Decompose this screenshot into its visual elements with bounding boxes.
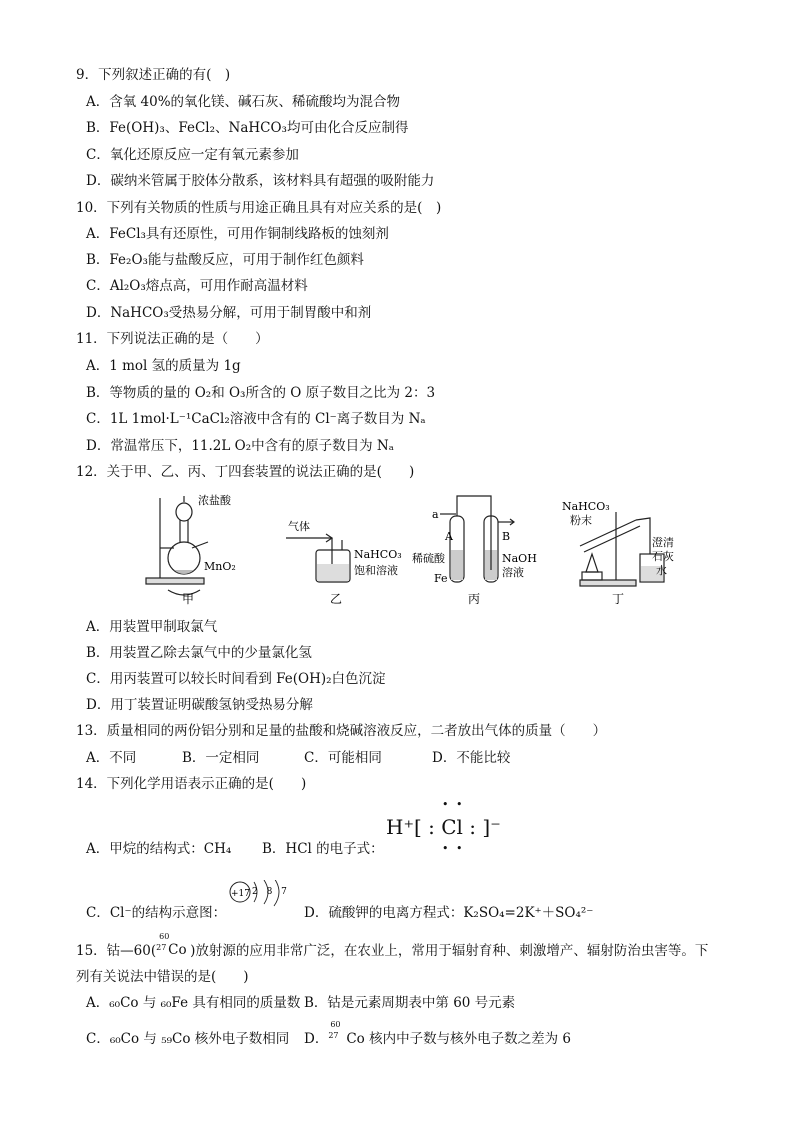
- co60-symbol: Co: [168, 942, 187, 958]
- label-limewater-1: 澄清: [652, 536, 674, 549]
- q13-option-d: D．不能比较: [432, 750, 511, 766]
- q12-option-a: A．用装置甲制取氯气: [86, 619, 218, 635]
- co60-d-mass: 60: [330, 1020, 341, 1029]
- q10-option-d: D．NaHCO₃受热易分解，可用于制胃酸中和剂: [86, 305, 372, 321]
- q15-option-c: C．₆₀Co 与 ₅₉Co 核外电子数相同: [86, 1031, 290, 1047]
- co60-nuclide: [156, 932, 190, 960]
- q9-option-b: B．Fe(OH)₃、FeCl₂、NaHCO₃均可由化合反应制得: [86, 120, 409, 136]
- co60-d-atomic: 27: [328, 1031, 339, 1040]
- q15-option-a: A．₆₀Co 与 ₆₀Fe 具有相同的质量数: [86, 995, 301, 1011]
- apparatus-jia: [146, 496, 208, 595]
- label-nahco3-powder-1: NaHCO₃: [562, 500, 610, 513]
- q15-option-b: B．钴是元素周期表中第 60 号元素: [304, 995, 516, 1011]
- label-naoh-2: 溶液: [502, 566, 524, 579]
- q11-option-a: A．1 mol 氢的质量为 1g: [86, 358, 241, 374]
- co60-mass-number: 60: [159, 932, 170, 941]
- q9-option-a: A．含氧 40%的氧化镁、碱石灰、稀硫酸均为混合物: [86, 94, 401, 110]
- q15-option-d-prefix: D．: [304, 1031, 329, 1047]
- q15-option-d: [304, 1020, 571, 1048]
- q9-option-d: D．碳纳米管属于胶体分散系，该材料具有超强的吸附能力: [86, 173, 435, 189]
- hcl-dots-top: • •: [442, 798, 465, 811]
- label-tube-a: A: [445, 530, 453, 543]
- q14-option-b: B．HCl 的电子式：: [262, 841, 384, 857]
- apparatus-yi: [286, 534, 350, 582]
- label-tube-b: B: [502, 530, 511, 543]
- apparatus-figure: [140, 490, 680, 610]
- cl-ion-structure-diagram: [226, 880, 292, 920]
- q14-option-d: D．硫酸钾的电离方程式：K₂SO₄=2K⁺＋SO₄²⁻: [304, 905, 594, 921]
- co60-atomic-number: 27: [156, 943, 167, 952]
- q9-option-c: C．氧化还原反应一定有氧元素参加: [86, 147, 299, 163]
- label-conc-hcl: 浓盐酸: [198, 494, 231, 507]
- label-limewater-3: 水: [656, 564, 667, 577]
- q15-stem-line1: [76, 932, 709, 960]
- label-bing: 丙: [468, 592, 481, 606]
- cl-shell-numbers: 2 8 7: [252, 887, 290, 897]
- q12-option-c: C．用丙装置可以较长时间看到 Fe(OH)₂白色沉淀: [86, 671, 386, 687]
- label-limewater-2: 石灰: [652, 550, 674, 563]
- label-a-mark: a: [432, 508, 439, 521]
- cl-nucleus-label: +17: [231, 889, 250, 899]
- label-jia: 甲: [182, 592, 195, 606]
- q10-option-c: C．Al₂O₃熔点高，可用作耐高温材料: [86, 278, 308, 294]
- q15-stem-line2: 列有关说法中错误的是( ): [76, 969, 249, 985]
- label-gas: 气体: [288, 520, 310, 533]
- q10-option-a: A．FeCl₃具有还原性，可用作铜制线路板的蚀刻剂: [86, 226, 389, 242]
- q13-option-c: C．可能相同: [304, 750, 382, 766]
- label-naoh-1: NaOH: [502, 552, 537, 565]
- label-nahco3-sat-2: 饱和溶液: [354, 564, 398, 577]
- label-mno2: MnO₂: [204, 560, 236, 573]
- q15-stem-part1: 15．钴—60(: [76, 943, 157, 959]
- q9-stem: 9．下列叙述正确的有( ): [76, 67, 231, 83]
- q14-option-c: C．Cl⁻的结构示意图：: [86, 905, 227, 921]
- label-dil-h2so4: 稀硫酸: [412, 552, 445, 565]
- q13-option-a: A．不同: [86, 750, 137, 766]
- q11-option-b: B．等物质的量的 O₂和 O₃所含的 O 原子数目之比为 2：3: [86, 385, 436, 401]
- q15-stem-part2: )放射源的应用非常广泛，在农业上，常用于辐射育种、刺激增产、辐射防治虫害等。下: [190, 943, 709, 959]
- q14-stem: 14．下列化学用语表示正确的是( ): [76, 776, 307, 792]
- hcl-electron-formula: H⁺[ : Cl : ]⁻: [386, 815, 501, 839]
- q10-stem: 10．下列有关物质的性质与用途正确且具有对应关系的是( ): [76, 200, 442, 216]
- label-nahco3-sat-1: NaHCO₃: [354, 548, 402, 561]
- q13-stem: 13．质量相同的两份铝分别和足量的盐酸和烧碱溶液反应，二者放出气体的质量（ ）: [76, 723, 607, 739]
- q12-stem: 12．关于甲、乙、丙、丁四套装置的说法正确的是( ): [76, 464, 415, 480]
- q15-option-d-text: Co 核内中子数与核外电子数之差为 6: [346, 1031, 571, 1047]
- q10-option-b: B．Fe₂O₃能与盐酸反应，可用于制作红色颜料: [86, 252, 364, 268]
- apparatus-ding: [580, 512, 664, 586]
- label-fe: Fe: [434, 572, 448, 585]
- hcl-dots-bottom: • •: [442, 842, 465, 855]
- label-yi: 乙: [330, 592, 343, 606]
- label-nahco3-powder-2: 粉末: [570, 514, 592, 527]
- q11-option-d: D．常温常压下，11.2L O₂中含有的原子数目为 Nₐ: [86, 438, 394, 454]
- label-ding: 丁: [612, 592, 625, 606]
- q11-option-c: C．1L 1mol·L⁻¹CaCl₂溶液中含有的 Cl⁻离子数目为 Nₐ: [86, 411, 426, 427]
- q14-option-a: A．甲烷的结构式：CH₄: [86, 841, 232, 857]
- q12-option-b: B．用装置乙除去氯气中的少量氯化氢: [86, 645, 312, 661]
- q11-stem: 11．下列说法正确的是（ ）: [76, 331, 269, 347]
- q12-option-d: D．用丁装置证明碳酸氢钠受热易分解: [86, 697, 313, 713]
- q13-option-b: B．一定相同: [182, 750, 260, 766]
